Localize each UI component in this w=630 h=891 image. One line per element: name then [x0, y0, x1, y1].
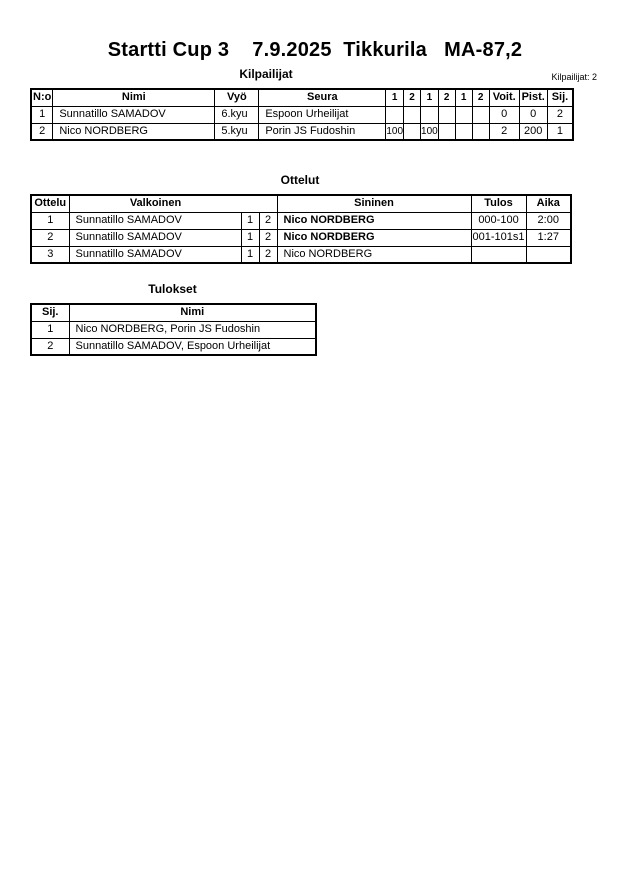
- match-time: 2:00: [526, 212, 571, 229]
- header-name: Nimi: [69, 304, 316, 321]
- period-cell: 2: [259, 212, 277, 229]
- competitor-place: 1: [547, 123, 573, 140]
- match-result: [471, 246, 526, 263]
- match-no: 3: [31, 246, 69, 263]
- competitor-place: 2: [547, 106, 573, 123]
- competitor-row: [31, 123, 573, 140]
- header-no: N:o: [31, 89, 53, 106]
- header-belt: Vyö: [215, 89, 259, 106]
- match-result: 000-100: [471, 212, 526, 229]
- competitors-header: [31, 89, 573, 106]
- header-time: Aika: [526, 195, 571, 212]
- competitor-name: Sunnatillo SAMADOV: [53, 106, 215, 123]
- competitor-club: Porin JS Fudoshin: [259, 123, 386, 140]
- score-cell: [386, 106, 404, 123]
- result-row: [31, 321, 316, 338]
- competitor-row: [31, 106, 573, 123]
- header-result: Tulos: [471, 195, 526, 212]
- score-cell: [404, 123, 421, 140]
- match-row: [31, 246, 571, 263]
- matches-table: [30, 194, 572, 264]
- result-place: 1: [31, 321, 69, 338]
- white-competitor: Sunnatillo SAMADOV: [69, 212, 241, 229]
- score-cell: [421, 106, 439, 123]
- score-cell: 100: [386, 123, 404, 140]
- header-points: Pist.: [519, 89, 547, 106]
- page-title: Startti Cup 3 7.9.2025 Tikkurila MA-87,2: [107, 39, 523, 61]
- competitors-header-row: [0, 64, 630, 88]
- competitors-section-title: Kilpailijat: [239, 67, 293, 81]
- header-white: Valkoinen: [69, 195, 277, 212]
- score-cell: [472, 106, 489, 123]
- header-score-1: 1: [386, 89, 404, 106]
- competitor-wins: 2: [489, 123, 519, 140]
- score-cell: [404, 106, 421, 123]
- competitor-wins: 0: [489, 106, 519, 123]
- period-cell: 1: [241, 229, 259, 246]
- header-score-2: 2: [404, 89, 421, 106]
- period-cell: 2: [259, 246, 277, 263]
- white-competitor: Sunnatillo SAMADOV: [69, 246, 241, 263]
- header-match: Ottelu: [31, 195, 69, 212]
- header-score-6: 2: [472, 89, 489, 106]
- matches-header: [31, 195, 571, 212]
- results-section-title: Tulokset: [148, 282, 197, 296]
- competitor-points: 0: [519, 106, 547, 123]
- competitor-points: 200: [519, 123, 547, 140]
- results-table: [30, 303, 317, 356]
- results-header: [31, 304, 316, 321]
- match-time: 1:27: [526, 229, 571, 246]
- competitor-no: 2: [31, 123, 53, 140]
- competitor-name: Nico NORDBERG: [53, 123, 215, 140]
- competitor-belt: 5.kyu: [215, 123, 259, 140]
- score-cell: [472, 123, 489, 140]
- competitors-table: [30, 88, 574, 141]
- period-cell: 2: [259, 229, 277, 246]
- blue-competitor: Nico NORDBERG: [277, 246, 471, 263]
- competitor-belt: 6.kyu: [215, 106, 259, 123]
- match-result: 001-101s1: [471, 229, 526, 246]
- result-name: Nico NORDBERG, Porin JS Fudoshin: [69, 321, 316, 338]
- score-cell: 100: [421, 123, 439, 140]
- header-wins: Voit.: [489, 89, 519, 106]
- score-cell: [438, 106, 455, 123]
- match-time: [526, 246, 571, 263]
- result-place: 2: [31, 338, 69, 355]
- period-cell: 1: [241, 246, 259, 263]
- header-club: Seura: [259, 89, 386, 106]
- competitor-club: Espoon Urheilijat: [259, 106, 386, 123]
- competitors-count-label: Kilpailijat: 2: [551, 72, 597, 82]
- blue-competitor: Nico NORDBERG: [277, 229, 471, 246]
- header-place: Sij.: [31, 304, 69, 321]
- header-score-4: 2: [438, 89, 455, 106]
- result-name: Sunnatillo SAMADOV, Espoon Urheilijat: [69, 338, 316, 355]
- match-row: [31, 212, 571, 229]
- header-score-5: 1: [455, 89, 472, 106]
- match-no: 1: [31, 212, 69, 229]
- score-cell: [455, 123, 472, 140]
- header-score-3: 1: [421, 89, 439, 106]
- competitor-no: 1: [31, 106, 53, 123]
- period-cell: 1: [241, 212, 259, 229]
- matches-section-title: Ottelut: [280, 173, 320, 187]
- header-name: Nimi: [53, 89, 215, 106]
- score-cell: [438, 123, 455, 140]
- result-row: [31, 338, 316, 355]
- blue-competitor: Nico NORDBERG: [277, 212, 471, 229]
- header-blue: Sininen: [277, 195, 471, 212]
- match-no: 2: [31, 229, 69, 246]
- score-cell: [455, 106, 472, 123]
- header-place: Sij.: [547, 89, 573, 106]
- white-competitor: Sunnatillo SAMADOV: [69, 229, 241, 246]
- match-row: [31, 229, 571, 246]
